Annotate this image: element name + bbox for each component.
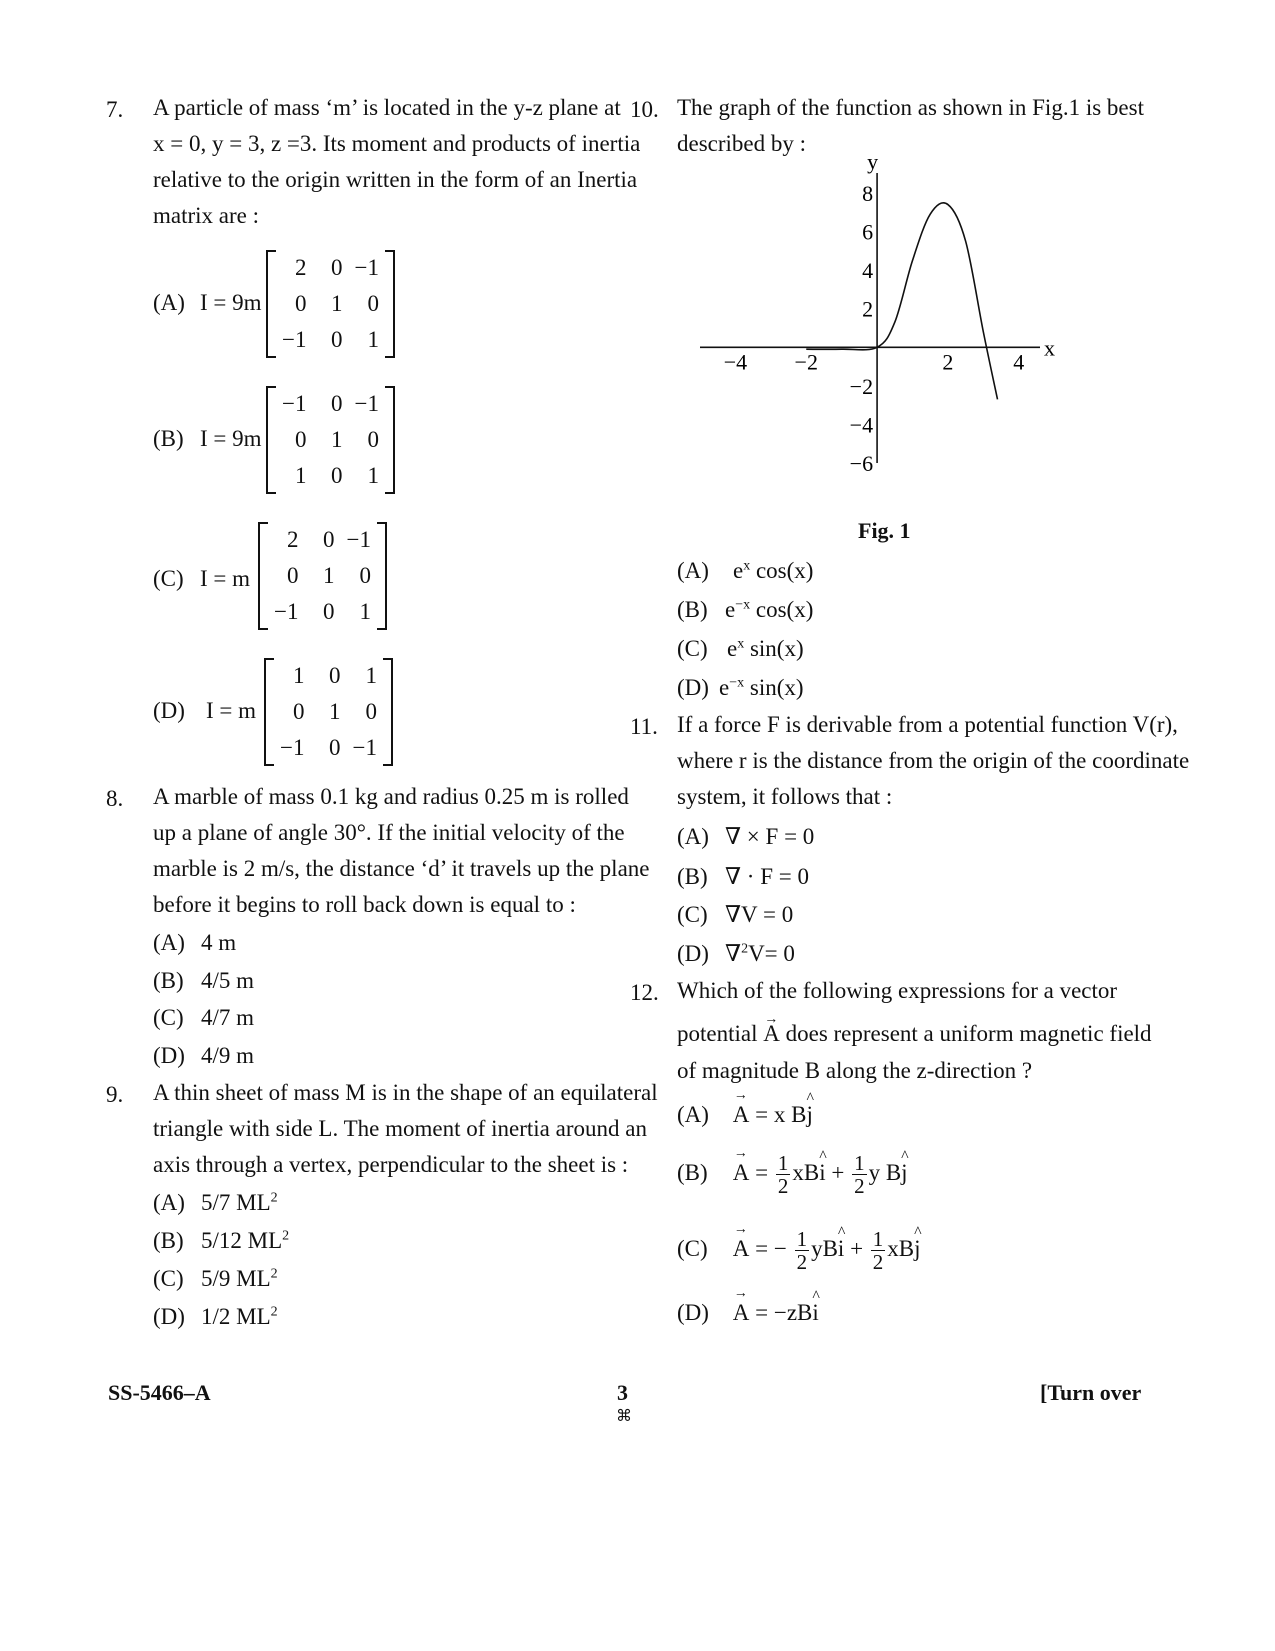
option-term: y B — [868, 1159, 902, 1185]
y-tick-label: −6 — [849, 451, 874, 475]
matrix-cell: 1 — [328, 699, 341, 724]
option-term: xB — [792, 1159, 820, 1185]
option-text: 5/7 ML — [201, 1190, 271, 1215]
fraction — [795, 1228, 810, 1273]
option-plus: + — [831, 1159, 845, 1185]
y-tick-label: 6 — [862, 219, 874, 245]
option-fn: cos(x) — [755, 597, 814, 622]
q12-line-3: of magnitude B along the z-direction ? — [677, 1058, 1033, 1083]
option-eq: = − — [755, 1235, 787, 1261]
option-base: e — [727, 636, 738, 661]
q7-option-c-label: (C) — [153, 566, 184, 591]
option-label: (B) — [677, 864, 708, 889]
matrix-cell: 0 — [286, 563, 299, 588]
matrix-cell: 0 — [328, 663, 341, 688]
function-curve — [806, 203, 997, 399]
option-sup: x — [743, 558, 751, 574]
q10-line-1: The graph of the function as shown in Fig.1 is best — [677, 95, 1144, 120]
option-pre: ∇ — [725, 941, 742, 966]
q7-option-b-prefix: I = 9m — [200, 426, 262, 451]
matrix-cell: 0 — [322, 527, 335, 552]
matrix-cell: 1 — [365, 663, 377, 688]
page-mark-icon: ⌘ — [616, 1406, 632, 1425]
q7-option-c-prefix: I = m — [200, 566, 251, 591]
q9-option-b — [153, 1228, 289, 1254]
option-text: 4/5 m — [201, 968, 255, 993]
option-fn: sin(x) — [749, 636, 804, 661]
x-tick-label: −2 — [794, 349, 818, 375]
q10-number: 10. — [630, 97, 659, 122]
vector-a-symbol: → A — [733, 1102, 750, 1128]
matrix-cell: 0 — [294, 291, 307, 316]
option-text: 4/9 m — [201, 1043, 255, 1068]
q11-line-1: If a force F is derivable from a potential function V(r), — [677, 712, 1178, 737]
q11-option-a — [677, 824, 814, 850]
q10-option-a — [677, 558, 813, 584]
q11-line-3: system, it follows that : — [677, 784, 893, 809]
matrix-cell: 2 — [286, 527, 299, 552]
q9-line-1: A thin sheet of mass M is in the shape of an equilateral — [153, 1080, 658, 1105]
fraction-numerator: 1 — [872, 1227, 884, 1251]
option-sup: x — [737, 636, 745, 652]
q7-line-3: relative to the origin written in the form of an Inertia — [153, 167, 638, 192]
q7-line-4: matrix are : — [153, 203, 260, 228]
q7-option-a-matrix — [266, 250, 395, 358]
option-sup: 2 — [270, 1266, 278, 1282]
matrix-cell: 0 — [367, 291, 379, 316]
q9-number: 9. — [106, 1082, 124, 1107]
unit-vector-i: ^ i — [812, 1300, 818, 1326]
line-text: does represent a uniform magnetic field — [785, 1021, 1152, 1046]
matrix-cell: 0 — [294, 427, 307, 452]
option-text: ∇ × F = 0 — [725, 824, 815, 849]
matrix-cell: −1 — [354, 255, 379, 280]
q10-option-d — [677, 675, 804, 701]
q11-line-2: where r is the distance from the origin of the coordinate — [677, 748, 1190, 773]
q9-option-c — [153, 1266, 278, 1292]
option-label: (D) — [153, 1043, 185, 1068]
matrix-cell: 0 — [330, 327, 343, 352]
q7-line-2: x = 0, y = 3, z =3. Its moment and products of inertia — [153, 131, 641, 156]
q9-line-3: axis through a vertex, perpendicular to the sheet is : — [153, 1152, 629, 1177]
q12-line-1: Which of the following expressions for a vector — [677, 978, 1118, 1003]
fraction-denominator: 2 — [872, 1250, 884, 1274]
option-base: e — [733, 558, 744, 583]
matrix-cell: −1 — [280, 735, 305, 760]
figure-caption: Fig. 1 — [858, 518, 911, 543]
matrix-cell: 1 — [330, 291, 343, 316]
y-tick-label: 8 — [862, 181, 874, 206]
matrix-cell: 1 — [294, 463, 307, 488]
q9-option-d — [153, 1304, 278, 1330]
q8-line-4: before it begins to roll back down is equal to : — [153, 892, 576, 917]
option-text: 1/2 ML — [201, 1304, 271, 1329]
q8-option-a — [153, 930, 236, 956]
x-tick-label: 4 — [1013, 349, 1025, 375]
fraction-denominator: 2 — [854, 1174, 865, 1198]
option-eq: = −zB — [755, 1300, 813, 1325]
matrix-cell: 1 — [292, 663, 305, 688]
unit-vector-j: ^ j — [901, 1160, 907, 1186]
matrix-cell: 0 — [292, 699, 305, 724]
q8-option-d — [153, 1043, 254, 1069]
x-tick-label: −4 — [723, 349, 748, 375]
q8-option-c — [153, 1005, 254, 1031]
option-sup: 2 — [270, 1304, 278, 1320]
option-text: 4 m — [201, 930, 237, 955]
vector-a-symbol: → A — [763, 1016, 780, 1052]
vector-a-symbol: → A — [733, 1236, 750, 1262]
option-label: (B) — [153, 968, 184, 993]
option-base: e — [725, 597, 736, 622]
fraction-denominator: 2 — [796, 1250, 808, 1274]
matrix-cell: 1 — [367, 463, 379, 488]
option-label: (B) — [153, 1228, 184, 1253]
option-label: (A) — [153, 930, 185, 955]
option-label: (A) — [677, 824, 709, 849]
option-label: (D) — [153, 1304, 185, 1329]
fraction — [852, 1152, 867, 1197]
q7-option-c-matrix — [258, 522, 387, 630]
option-label: (C) — [153, 1266, 184, 1291]
q8-line-2: up a plane of angle 30°. If the initial velocity of the — [153, 820, 625, 845]
vector-a-symbol: → A — [733, 1160, 750, 1186]
option-text: 5/12 ML — [201, 1228, 283, 1253]
x-axis-label: x — [1044, 335, 1055, 361]
q12-option-b — [677, 1152, 908, 1197]
q7-option-d-prefix: I = m — [206, 698, 257, 723]
option-term: xB — [887, 1235, 915, 1261]
option-label: (C) — [677, 636, 708, 661]
matrix-cell: 0 — [322, 599, 335, 624]
option-eq: = x B — [755, 1102, 807, 1127]
option-post: V= 0 — [748, 941, 795, 966]
q12-option-c — [677, 1228, 921, 1273]
q12-number: 12. — [630, 980, 659, 1005]
fraction-numerator: 1 — [854, 1151, 865, 1175]
q7-option-d-label: (D) — [153, 698, 185, 723]
matrix-cell: 0 — [365, 699, 377, 724]
y-tick-label: −2 — [849, 373, 874, 399]
q7-option-a-prefix: I = 9m — [200, 290, 262, 315]
option-sup: 2 — [282, 1228, 290, 1244]
option-plus: + — [850, 1235, 864, 1261]
option-label: (B) — [677, 597, 708, 622]
unit-vector-j: ^ j — [914, 1236, 920, 1262]
option-sup: 2 — [741, 941, 749, 957]
fraction-denominator: 2 — [777, 1174, 789, 1198]
q8-option-b — [153, 968, 254, 994]
page-number: 3 — [617, 1380, 628, 1405]
matrix-cell: 1 — [330, 427, 343, 452]
option-label: (D) — [677, 675, 709, 700]
option-label: (C) — [677, 902, 708, 927]
matrix-cell: −1 — [346, 527, 371, 552]
option-fn: sin(x) — [749, 675, 804, 700]
q7-option-b-matrix — [266, 386, 395, 494]
matrix-cell: 1 — [367, 327, 379, 352]
q8-line-3: marble is 2 m/s, the distance ‘d’ it travels up the plane — [153, 856, 650, 881]
matrix-cell: 2 — [294, 255, 307, 280]
q12-line-2 — [677, 1016, 1152, 1052]
matrix-cell: −1 — [354, 391, 379, 416]
vector-a-symbol: → A — [733, 1300, 750, 1326]
option-label: (D) — [677, 941, 709, 966]
matrix-cell: 0 — [330, 391, 343, 416]
y-axis-label: y — [867, 149, 879, 174]
option-text: 4/7 m — [201, 1005, 255, 1030]
matrix-cell: 1 — [359, 599, 371, 624]
q10-line-2: described by : — [677, 131, 807, 156]
option-sup: −x — [729, 675, 745, 691]
matrix-cell: −1 — [282, 391, 307, 416]
unit-vector-i: ^ i — [819, 1160, 825, 1186]
option-label: (D) — [677, 1300, 709, 1325]
matrix-cell: 0 — [367, 427, 379, 452]
option-label: (B) — [677, 1159, 708, 1185]
fraction-numerator: 1 — [777, 1151, 789, 1175]
paper-code: SS-5466–A — [108, 1380, 211, 1405]
q11-option-d — [677, 941, 795, 967]
matrix-cell: 0 — [328, 735, 341, 760]
option-fn: cos(x) — [755, 558, 814, 583]
matrix-cell: −1 — [352, 735, 377, 760]
option-term: yB — [811, 1235, 838, 1261]
q7-option-b-label: (B) — [153, 426, 184, 451]
q9-line-2: triangle with side L. The moment of inertia around an — [153, 1116, 647, 1141]
option-text: 5/9 ML — [201, 1266, 271, 1291]
q8-number: 8. — [106, 786, 124, 811]
option-label: (A) — [153, 1190, 185, 1215]
fraction-numerator: 1 — [796, 1227, 808, 1251]
q7-option-a-label: (A) — [153, 290, 185, 315]
fraction — [776, 1152, 791, 1197]
matrix-cell: 1 — [322, 563, 335, 588]
matrix-cell: −1 — [282, 327, 307, 352]
matrix-cell: 0 — [359, 563, 371, 588]
fig1-chart — [690, 145, 1070, 475]
matrix-cell: 0 — [330, 463, 343, 488]
q7-option-d-matrix — [264, 658, 393, 766]
q12-option-a — [677, 1102, 813, 1128]
q10-option-b — [677, 597, 813, 623]
q12-option-d — [677, 1300, 819, 1326]
option-label: (A) — [677, 558, 709, 583]
option-base: e — [719, 675, 730, 700]
unit-vector-i: ^ i — [838, 1236, 844, 1262]
q11-option-b — [677, 864, 809, 890]
x-tick-label: 2 — [942, 349, 954, 375]
q9-option-a — [153, 1190, 278, 1216]
y-tick-label: −4 — [849, 412, 874, 438]
turn-over: [Turn over — [1040, 1380, 1142, 1405]
fraction — [871, 1228, 886, 1273]
q8-line-1: A marble of mass 0.1 kg and radius 0.25 m is rolled — [153, 784, 629, 809]
q10-option-c — [677, 636, 804, 662]
option-label: (C) — [153, 1005, 184, 1030]
q11-option-c — [677, 902, 793, 928]
y-tick-label: 4 — [862, 258, 874, 284]
q7-line-1: A particle of mass ‘m’ is located in the y-z plane at — [153, 95, 621, 120]
option-eq: = — [755, 1159, 769, 1185]
matrix-cell: 0 — [330, 255, 343, 280]
option-sup: −x — [735, 597, 751, 613]
option-text: ∇ · F = 0 — [725, 864, 809, 889]
option-label: (A) — [677, 1102, 709, 1127]
q11-number: 11. — [630, 714, 658, 739]
option-label: (C) — [677, 1235, 708, 1261]
option-text: ∇V = 0 — [725, 902, 794, 927]
matrix-cell: −1 — [274, 599, 299, 624]
y-tick-label: 2 — [862, 296, 874, 322]
option-sup: 2 — [270, 1190, 278, 1206]
q7-number: 7. — [106, 97, 124, 122]
line-text: potential — [677, 1021, 758, 1046]
unit-vector-j: ^ j — [806, 1102, 812, 1128]
